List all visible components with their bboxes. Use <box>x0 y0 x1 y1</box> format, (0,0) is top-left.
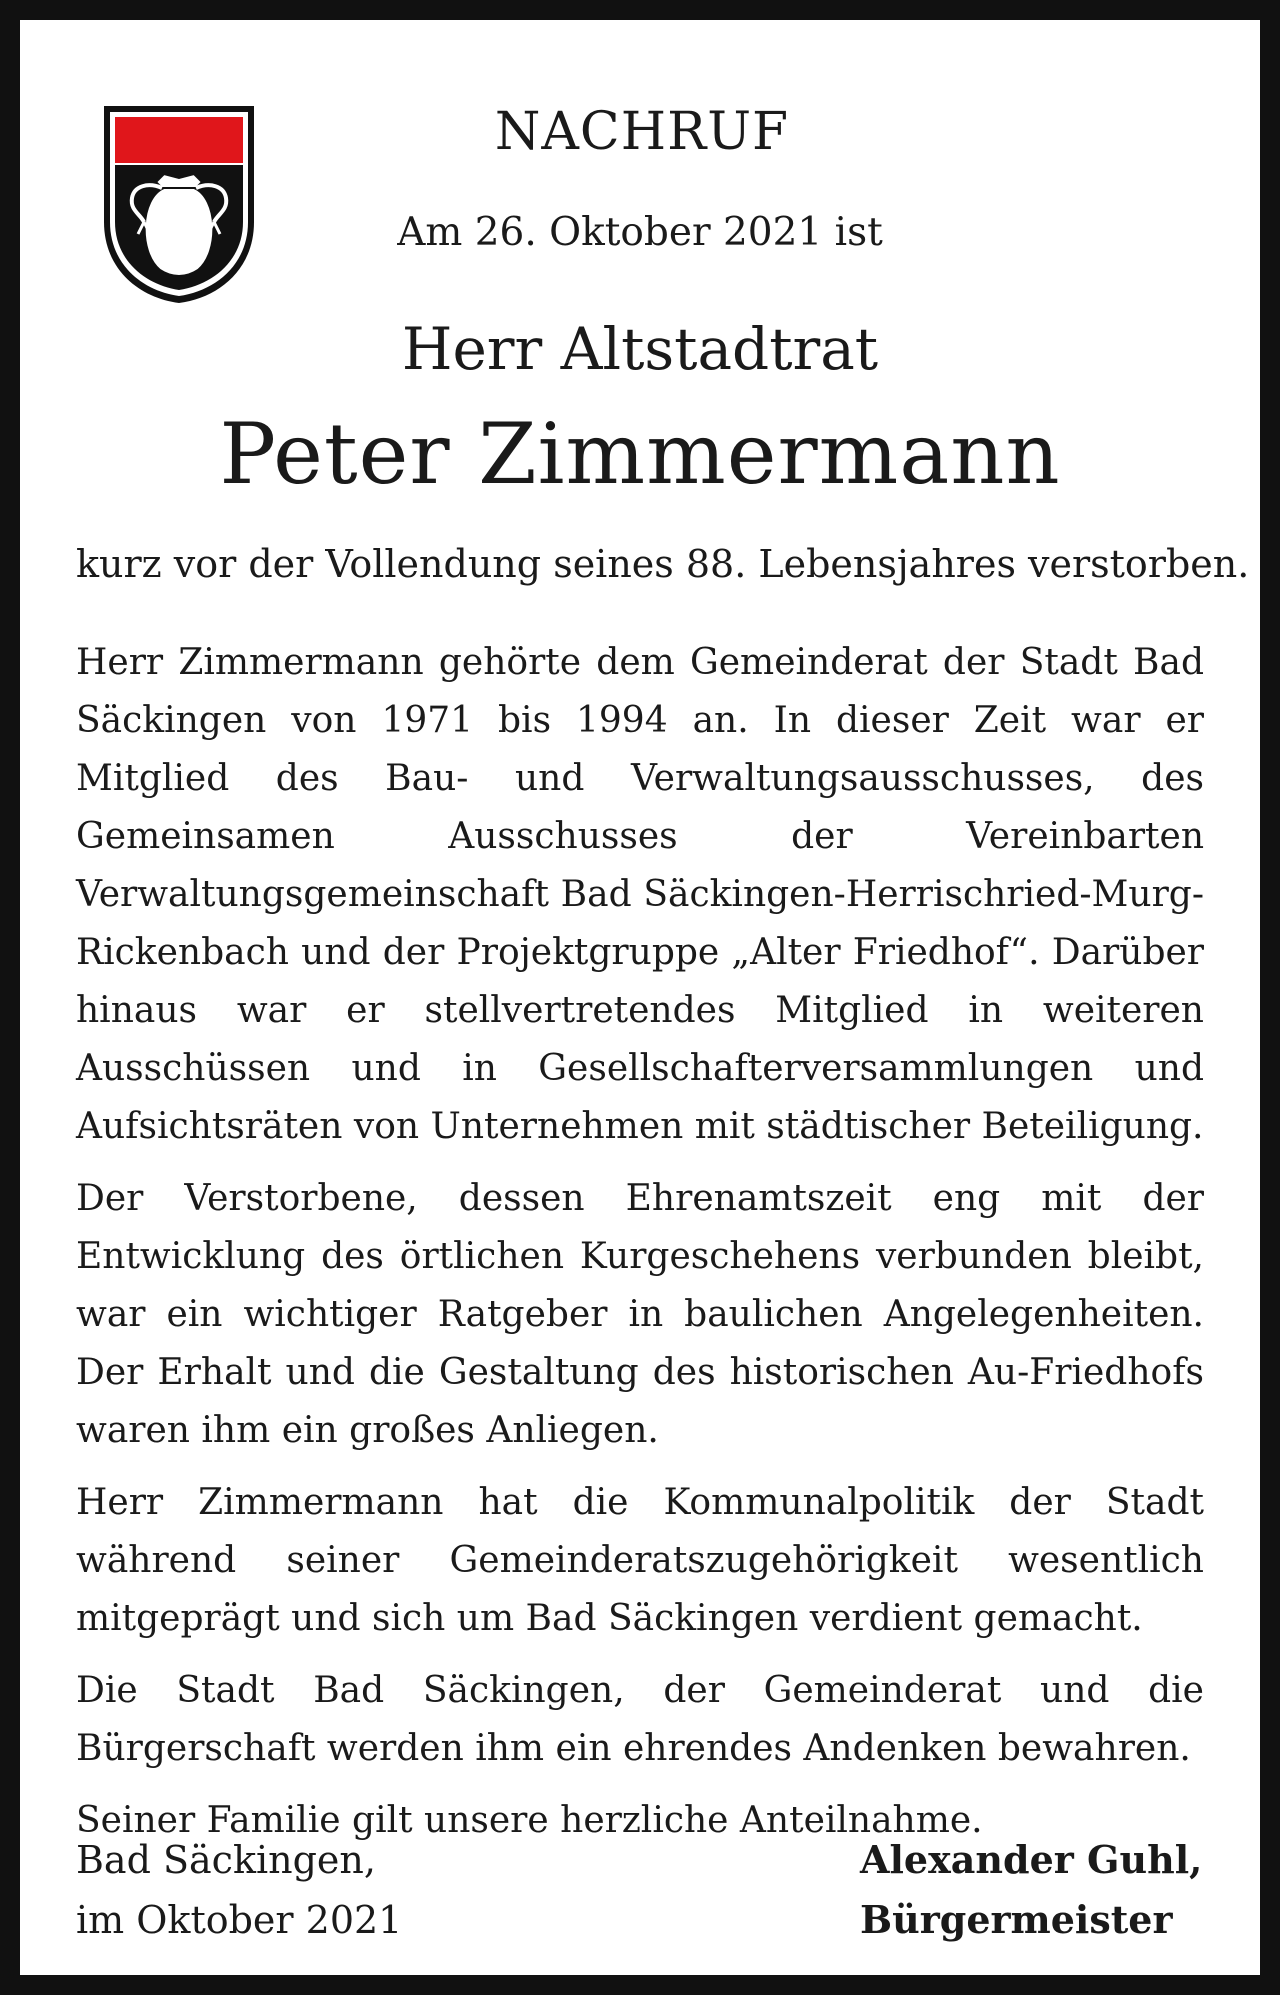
obituary-body <box>76 634 1204 1864</box>
paragraph-career: Herr Zimmermann gehörte dem Gemeinderat der Stadt Bad Säckingen von 1971 bis 1994 an. In dieser Zeit war er Mitglied des Bau- und Verwaltungsausschusses, des Gemeinsamen Ausschusses der Vereinbarten Verwaltungsgemeinschaft Bad Säckingen-Herrischried-Murg-Rickenbach und der Projektgruppe „Alter Friedhof“. Darüber hinaus war er stellvertretendes Mitglied in weiteren Ausschüssen und in Gesellschafterversammlungen und Aufsichtsräten von Unternehmen mit städtischer Beteiligung. <box>76 642 1204 1147</box>
signer <box>860 1830 1202 1950</box>
paragraph-politics: Herr Zimmermann hat die Kommunalpolitik der Stadt während seiner Gemeinderatszugehörigkeit wesentlich mitgeprägt und sich um Bad Säckingen verdient gemacht. <box>76 1482 1204 1639</box>
deceased-name: Peter Zimmermann <box>219 405 1061 503</box>
signature-place: Bad Säckingen, <box>76 1838 376 1882</box>
paragraph-condolence: Seiner Familie gilt unsere herzliche Anteilnahme. <box>76 1800 983 1841</box>
deceased-honorific: Herr Altstadtrat <box>401 315 879 383</box>
place-and-date <box>76 1830 402 1950</box>
date-of-death-line: Am 26. Oktober 2021 ist <box>397 210 883 255</box>
paragraph-merits: Der Verstorbene, dessen Ehrenamtszeit eng mit der Entwicklung des örtlichen Kurgeschehens verbunden bleibt, war ein wichtiger Ratgeber in baulichen Angelegenheiten. Der Erhalt und die Gestaltung des historischen Au-Friedhofs waren ihm ein großes Anliegen. <box>76 1178 1204 1451</box>
signer-name: Alexander Guhl, <box>860 1837 1203 1882</box>
paragraph-remembrance: Die Stadt Bad Säckingen, der Gemeinderat und die Bürgerschaft werden ihm ein ehrendes Andenken bewahren. <box>76 1670 1204 1769</box>
obituary-heading: NACHRUF <box>494 102 790 162</box>
signature-date: im Oktober 2021 <box>76 1898 403 1942</box>
lead-sentence: kurz vor der Vollendung seines 88. Lebensjahres verstorben. <box>76 542 1250 586</box>
signer-title: Bürgermeister <box>860 1897 1173 1942</box>
